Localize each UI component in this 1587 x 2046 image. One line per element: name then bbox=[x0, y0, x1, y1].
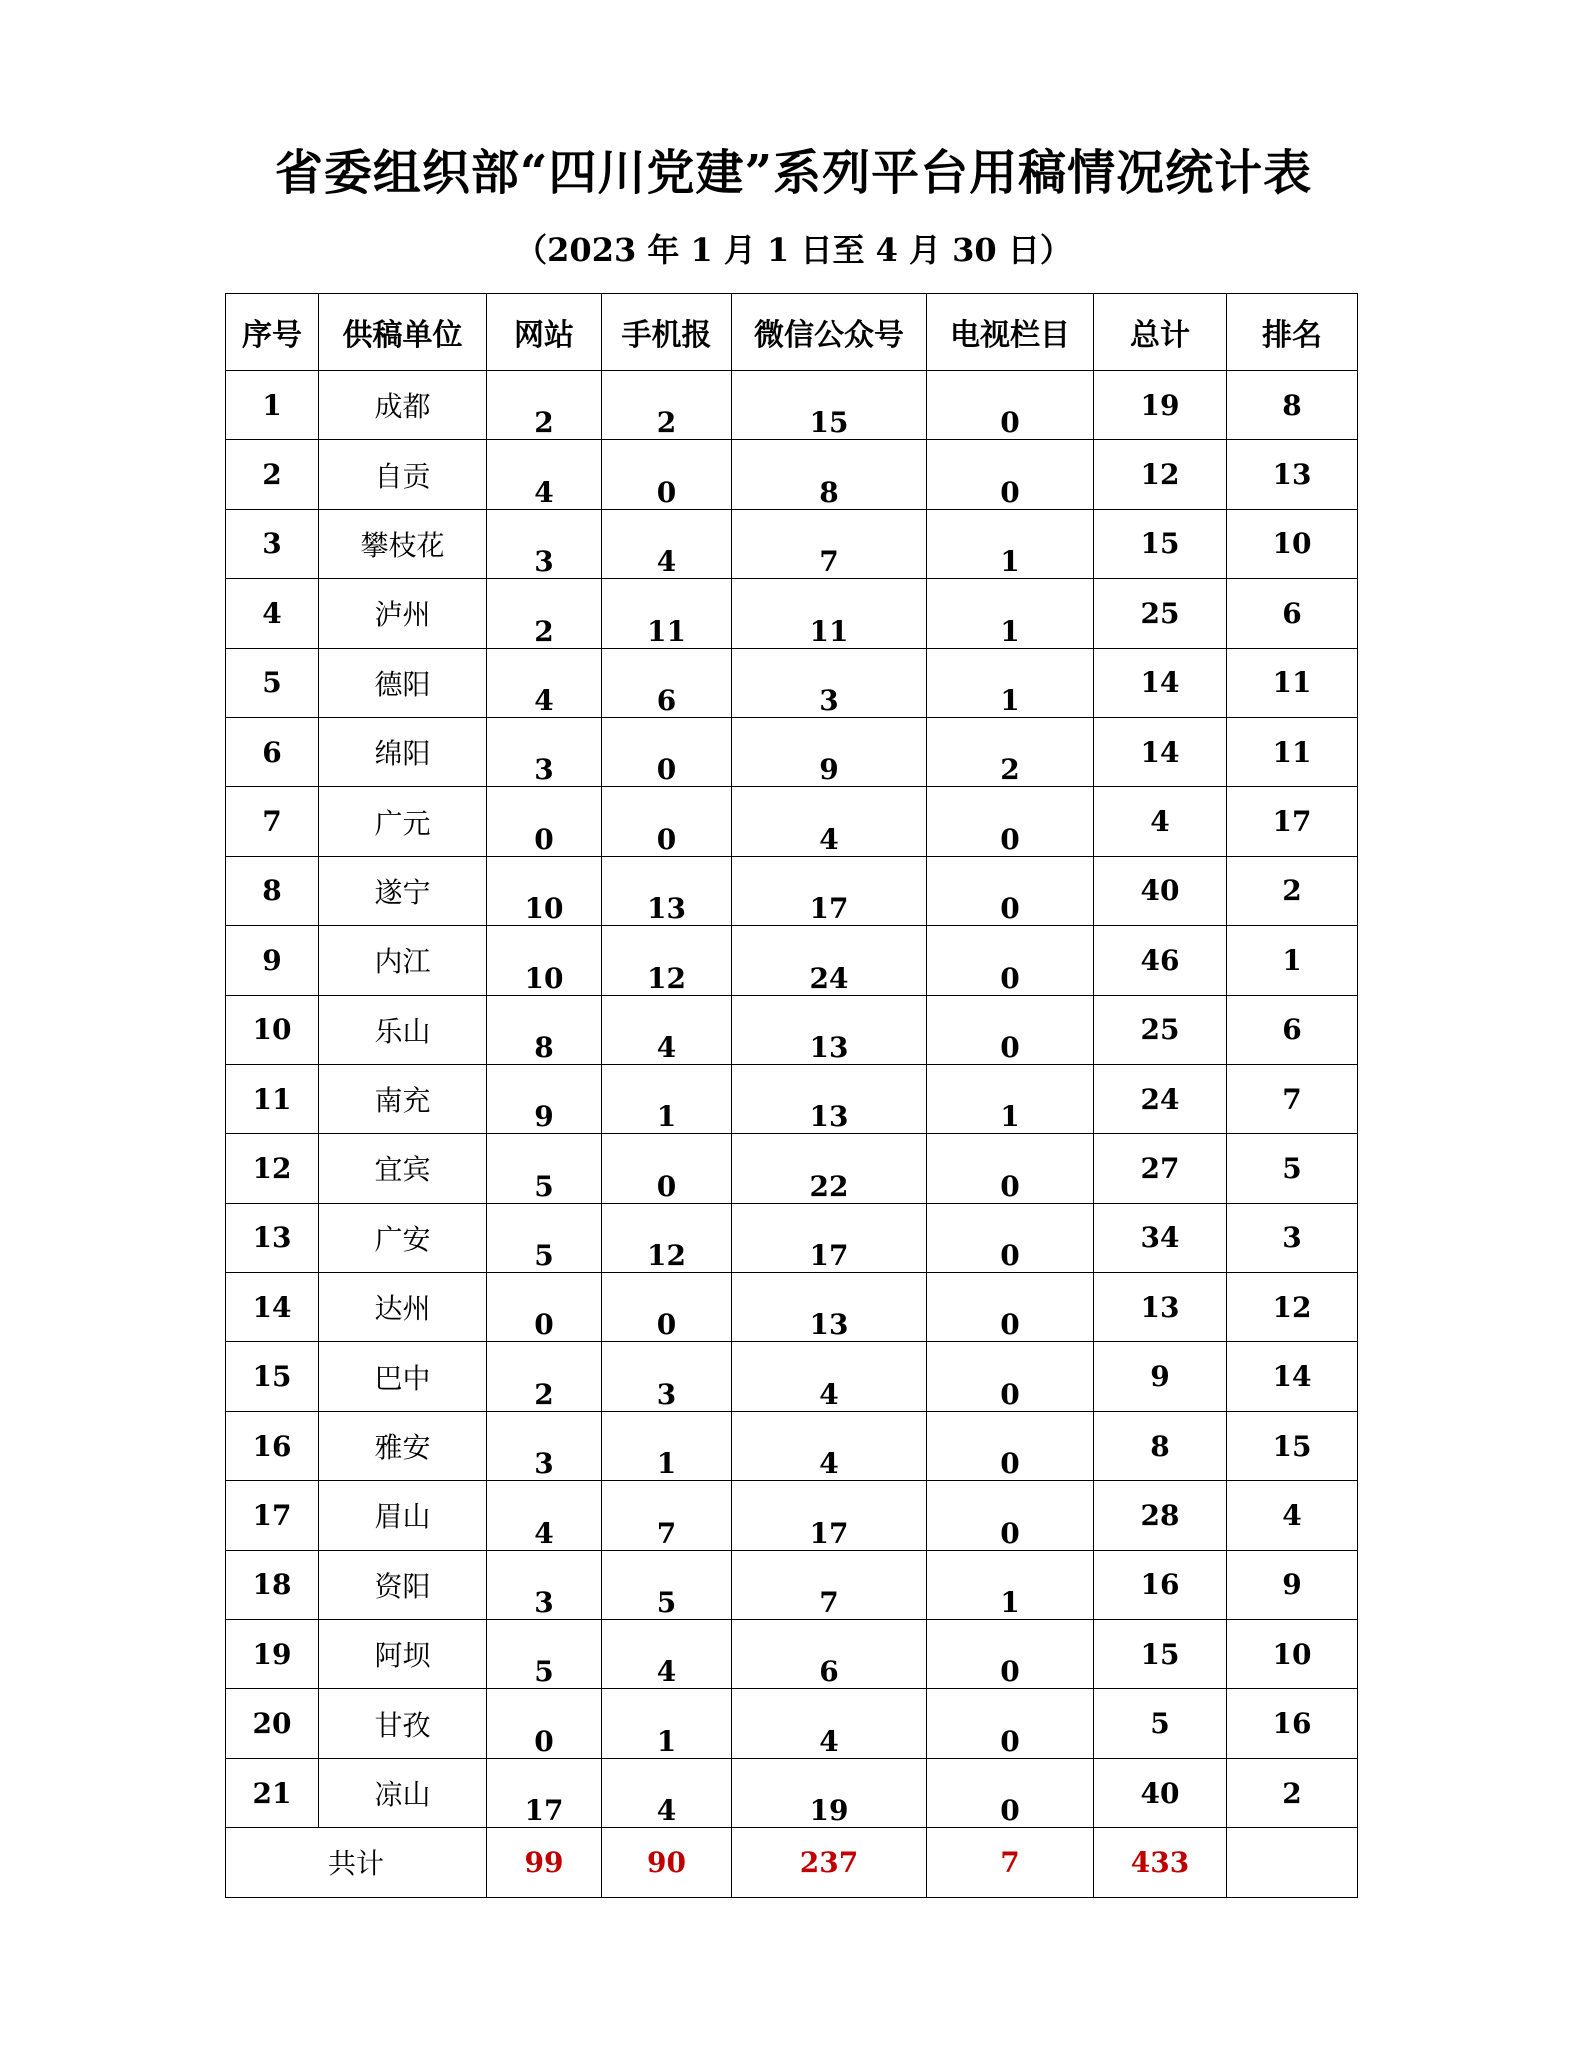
cell-website: 10 bbox=[487, 926, 602, 995]
cell-wechat: 13 bbox=[732, 1064, 927, 1133]
statistics-table bbox=[225, 293, 1358, 1898]
cell-total: 46 bbox=[1094, 926, 1227, 995]
table-row bbox=[226, 1689, 1358, 1758]
cell-tv: 0 bbox=[927, 856, 1094, 925]
cell-website: 2 bbox=[487, 579, 602, 648]
cell-total: 13 bbox=[1094, 1273, 1227, 1342]
cell-wechat: 4 bbox=[732, 1411, 927, 1480]
cell-website: 2 bbox=[487, 371, 602, 440]
cell-mobile-news: 1 bbox=[602, 1689, 732, 1758]
cell-total: 25 bbox=[1094, 579, 1227, 648]
table-row bbox=[226, 1203, 1358, 1272]
summary-rank bbox=[1227, 1828, 1358, 1897]
cell-total: 19 bbox=[1094, 371, 1227, 440]
cell-rank: 10 bbox=[1227, 1620, 1358, 1689]
cell-index: 3 bbox=[226, 509, 319, 578]
cell-rank: 4 bbox=[1227, 1481, 1358, 1550]
cell-wechat: 4 bbox=[732, 1342, 927, 1411]
header-index: 序号 bbox=[226, 294, 319, 371]
cell-wechat: 17 bbox=[732, 1481, 927, 1550]
cell-tv: 0 bbox=[927, 1411, 1094, 1480]
cell-total: 40 bbox=[1094, 856, 1227, 925]
table-row bbox=[226, 1134, 1358, 1203]
cell-rank: 6 bbox=[1227, 579, 1358, 648]
cell-tv: 1 bbox=[927, 1550, 1094, 1619]
cell-wechat: 7 bbox=[732, 1550, 927, 1619]
cell-index: 17 bbox=[226, 1481, 319, 1550]
table-header-row bbox=[226, 294, 1358, 371]
table-row bbox=[226, 509, 1358, 578]
table-row bbox=[226, 440, 1358, 509]
cell-mobile-news: 3 bbox=[602, 1342, 732, 1411]
cell-unit: 资阳 bbox=[319, 1550, 487, 1619]
table-row bbox=[226, 856, 1358, 925]
cell-total: 15 bbox=[1094, 509, 1227, 578]
table-row bbox=[226, 648, 1358, 717]
cell-rank: 2 bbox=[1227, 856, 1358, 925]
table-row bbox=[226, 717, 1358, 786]
cell-tv: 0 bbox=[927, 1481, 1094, 1550]
cell-tv: 0 bbox=[927, 1134, 1094, 1203]
cell-wechat: 11 bbox=[732, 579, 927, 648]
table-row bbox=[226, 371, 1358, 440]
cell-tv: 0 bbox=[927, 1758, 1094, 1827]
table-row bbox=[226, 1342, 1358, 1411]
cell-rank: 13 bbox=[1227, 440, 1358, 509]
cell-unit: 南充 bbox=[319, 1064, 487, 1133]
cell-website: 0 bbox=[487, 787, 602, 856]
cell-rank: 1 bbox=[1227, 926, 1358, 995]
cell-total: 40 bbox=[1094, 1758, 1227, 1827]
cell-rank: 12 bbox=[1227, 1273, 1358, 1342]
cell-total: 9 bbox=[1094, 1342, 1227, 1411]
cell-unit: 遂宁 bbox=[319, 856, 487, 925]
cell-unit: 德阳 bbox=[319, 648, 487, 717]
summary-wechat: 237 bbox=[732, 1828, 927, 1897]
cell-mobile-news: 0 bbox=[602, 787, 732, 856]
cell-mobile-news: 2 bbox=[602, 371, 732, 440]
cell-tv: 0 bbox=[927, 1342, 1094, 1411]
cell-rank: 8 bbox=[1227, 371, 1358, 440]
cell-unit: 泸州 bbox=[319, 579, 487, 648]
cell-unit: 绵阳 bbox=[319, 717, 487, 786]
cell-mobile-news: 6 bbox=[602, 648, 732, 717]
cell-unit: 宜宾 bbox=[319, 1134, 487, 1203]
cell-wechat: 24 bbox=[732, 926, 927, 995]
cell-mobile-news: 11 bbox=[602, 579, 732, 648]
cell-unit: 广元 bbox=[319, 787, 487, 856]
cell-wechat: 17 bbox=[732, 856, 927, 925]
table-row bbox=[226, 1064, 1358, 1133]
cell-total: 28 bbox=[1094, 1481, 1227, 1550]
cell-mobile-news: 4 bbox=[602, 1758, 732, 1827]
summary-total: 433 bbox=[1094, 1828, 1227, 1897]
cell-rank: 6 bbox=[1227, 995, 1358, 1064]
cell-unit: 达州 bbox=[319, 1273, 487, 1342]
cell-tv: 2 bbox=[927, 717, 1094, 786]
table-row bbox=[226, 995, 1358, 1064]
cell-unit: 凉山 bbox=[319, 1758, 487, 1827]
cell-index: 10 bbox=[226, 995, 319, 1064]
cell-mobile-news: 1 bbox=[602, 1064, 732, 1133]
cell-rank: 9 bbox=[1227, 1550, 1358, 1619]
cell-wechat: 4 bbox=[732, 1689, 927, 1758]
cell-index: 21 bbox=[226, 1758, 319, 1827]
cell-tv: 1 bbox=[927, 509, 1094, 578]
cell-rank: 2 bbox=[1227, 1758, 1358, 1827]
table-row bbox=[226, 1273, 1358, 1342]
cell-wechat: 17 bbox=[732, 1203, 927, 1272]
cell-tv: 1 bbox=[927, 579, 1094, 648]
cell-tv: 0 bbox=[927, 371, 1094, 440]
cell-website: 3 bbox=[487, 1411, 602, 1480]
cell-wechat: 9 bbox=[732, 717, 927, 786]
cell-website: 5 bbox=[487, 1203, 602, 1272]
cell-tv: 0 bbox=[927, 1689, 1094, 1758]
cell-tv: 0 bbox=[927, 995, 1094, 1064]
cell-unit: 甘孜 bbox=[319, 1689, 487, 1758]
cell-mobile-news: 4 bbox=[602, 1620, 732, 1689]
cell-mobile-news: 1 bbox=[602, 1411, 732, 1480]
cell-mobile-news: 7 bbox=[602, 1481, 732, 1550]
cell-total: 24 bbox=[1094, 1064, 1227, 1133]
cell-index: 2 bbox=[226, 440, 319, 509]
summary-row bbox=[226, 1828, 1358, 1897]
cell-website: 4 bbox=[487, 1481, 602, 1550]
cell-index: 13 bbox=[226, 1203, 319, 1272]
cell-wechat: 13 bbox=[732, 995, 927, 1064]
cell-mobile-news: 13 bbox=[602, 856, 732, 925]
cell-rank: 5 bbox=[1227, 1134, 1358, 1203]
cell-website: 17 bbox=[487, 1758, 602, 1827]
cell-unit: 成都 bbox=[319, 371, 487, 440]
cell-wechat: 13 bbox=[732, 1273, 927, 1342]
cell-website: 5 bbox=[487, 1134, 602, 1203]
cell-mobile-news: 12 bbox=[602, 926, 732, 995]
cell-index: 9 bbox=[226, 926, 319, 995]
cell-tv: 1 bbox=[927, 648, 1094, 717]
header-tv: 电视栏目 bbox=[927, 294, 1094, 371]
cell-rank: 16 bbox=[1227, 1689, 1358, 1758]
cell-index: 12 bbox=[226, 1134, 319, 1203]
header-unit: 供稿单位 bbox=[319, 294, 487, 371]
cell-total: 14 bbox=[1094, 648, 1227, 717]
cell-index: 11 bbox=[226, 1064, 319, 1133]
page-title: 省委组织部“四川党建”系列平台用稿情况统计表 bbox=[274, 145, 1313, 201]
cell-mobile-news: 5 bbox=[602, 1550, 732, 1619]
cell-total: 15 bbox=[1094, 1620, 1227, 1689]
header-website: 网站 bbox=[487, 294, 602, 371]
cell-wechat: 6 bbox=[732, 1620, 927, 1689]
cell-unit: 阿坝 bbox=[319, 1620, 487, 1689]
table-row bbox=[226, 1620, 1358, 1689]
summary-label: 共计 bbox=[226, 1828, 487, 1897]
cell-mobile-news: 0 bbox=[602, 717, 732, 786]
cell-total: 8 bbox=[1094, 1411, 1227, 1480]
cell-rank: 14 bbox=[1227, 1342, 1358, 1411]
table-row bbox=[226, 787, 1358, 856]
cell-index: 15 bbox=[226, 1342, 319, 1411]
cell-mobile-news: 0 bbox=[602, 440, 732, 509]
cell-wechat: 3 bbox=[732, 648, 927, 717]
cell-website: 4 bbox=[487, 648, 602, 717]
cell-rank: 3 bbox=[1227, 1203, 1358, 1272]
header-total: 总计 bbox=[1094, 294, 1227, 371]
cell-website: 4 bbox=[487, 440, 602, 509]
table-row bbox=[226, 1411, 1358, 1480]
cell-wechat: 22 bbox=[732, 1134, 927, 1203]
cell-index: 8 bbox=[226, 856, 319, 925]
cell-wechat: 4 bbox=[732, 787, 927, 856]
cell-unit: 乐山 bbox=[319, 995, 487, 1064]
cell-website: 8 bbox=[487, 995, 602, 1064]
header-mobile-news: 手机报 bbox=[602, 294, 732, 371]
cell-website: 10 bbox=[487, 856, 602, 925]
cell-wechat: 15 bbox=[732, 371, 927, 440]
cell-wechat: 8 bbox=[732, 440, 927, 509]
table-body bbox=[226, 371, 1358, 1898]
cell-website: 9 bbox=[487, 1064, 602, 1133]
cell-total: 14 bbox=[1094, 717, 1227, 786]
table-row bbox=[226, 579, 1358, 648]
table-row bbox=[226, 926, 1358, 995]
cell-index: 5 bbox=[226, 648, 319, 717]
cell-index: 4 bbox=[226, 579, 319, 648]
table-row bbox=[226, 1481, 1358, 1550]
table-row bbox=[226, 1550, 1358, 1619]
cell-unit: 巴中 bbox=[319, 1342, 487, 1411]
cell-total: 4 bbox=[1094, 787, 1227, 856]
cell-total: 27 bbox=[1094, 1134, 1227, 1203]
header-rank: 排名 bbox=[1227, 294, 1358, 371]
summary-website: 99 bbox=[487, 1828, 602, 1897]
cell-website: 3 bbox=[487, 717, 602, 786]
cell-mobile-news: 4 bbox=[602, 509, 732, 578]
cell-index: 1 bbox=[226, 371, 319, 440]
cell-wechat: 19 bbox=[732, 1758, 927, 1827]
cell-unit: 自贡 bbox=[319, 440, 487, 509]
cell-mobile-news: 0 bbox=[602, 1273, 732, 1342]
summary-tv: 7 bbox=[927, 1828, 1094, 1897]
cell-index: 16 bbox=[226, 1411, 319, 1480]
cell-unit: 内江 bbox=[319, 926, 487, 995]
cell-website: 2 bbox=[487, 1342, 602, 1411]
cell-tv: 0 bbox=[927, 1620, 1094, 1689]
cell-total: 16 bbox=[1094, 1550, 1227, 1619]
cell-mobile-news: 4 bbox=[602, 995, 732, 1064]
cell-rank: 11 bbox=[1227, 648, 1358, 717]
cell-tv: 0 bbox=[927, 926, 1094, 995]
header-wechat: 微信公众号 bbox=[732, 294, 927, 371]
cell-tv: 0 bbox=[927, 787, 1094, 856]
cell-mobile-news: 0 bbox=[602, 1134, 732, 1203]
cell-rank: 11 bbox=[1227, 717, 1358, 786]
cell-unit: 攀枝花 bbox=[319, 509, 487, 578]
summary-mobile-news: 90 bbox=[602, 1828, 732, 1897]
cell-mobile-news: 12 bbox=[602, 1203, 732, 1272]
cell-index: 7 bbox=[226, 787, 319, 856]
cell-wechat: 7 bbox=[732, 509, 927, 578]
cell-index: 20 bbox=[226, 1689, 319, 1758]
cell-rank: 7 bbox=[1227, 1064, 1358, 1133]
cell-rank: 10 bbox=[1227, 509, 1358, 578]
cell-rank: 17 bbox=[1227, 787, 1358, 856]
cell-tv: 0 bbox=[927, 1203, 1094, 1272]
table-row bbox=[226, 1758, 1358, 1827]
cell-website: 3 bbox=[487, 509, 602, 578]
cell-tv: 0 bbox=[927, 440, 1094, 509]
cell-tv: 0 bbox=[927, 1273, 1094, 1342]
cell-total: 5 bbox=[1094, 1689, 1227, 1758]
cell-website: 0 bbox=[487, 1273, 602, 1342]
cell-total: 34 bbox=[1094, 1203, 1227, 1272]
cell-website: 3 bbox=[487, 1550, 602, 1619]
cell-unit: 广安 bbox=[319, 1203, 487, 1272]
cell-tv: 1 bbox=[927, 1064, 1094, 1133]
cell-website: 5 bbox=[487, 1620, 602, 1689]
cell-index: 18 bbox=[226, 1550, 319, 1619]
cell-unit: 眉山 bbox=[319, 1481, 487, 1550]
cell-index: 19 bbox=[226, 1620, 319, 1689]
cell-unit: 雅安 bbox=[319, 1411, 487, 1480]
date-range-subtitle: （2023 年 1 月 1 日至 4 月 30 日） bbox=[515, 231, 1072, 269]
cell-index: 6 bbox=[226, 717, 319, 786]
cell-total: 25 bbox=[1094, 995, 1227, 1064]
cell-total: 12 bbox=[1094, 440, 1227, 509]
cell-rank: 15 bbox=[1227, 1411, 1358, 1480]
cell-index: 14 bbox=[226, 1273, 319, 1342]
cell-website: 0 bbox=[487, 1689, 602, 1758]
